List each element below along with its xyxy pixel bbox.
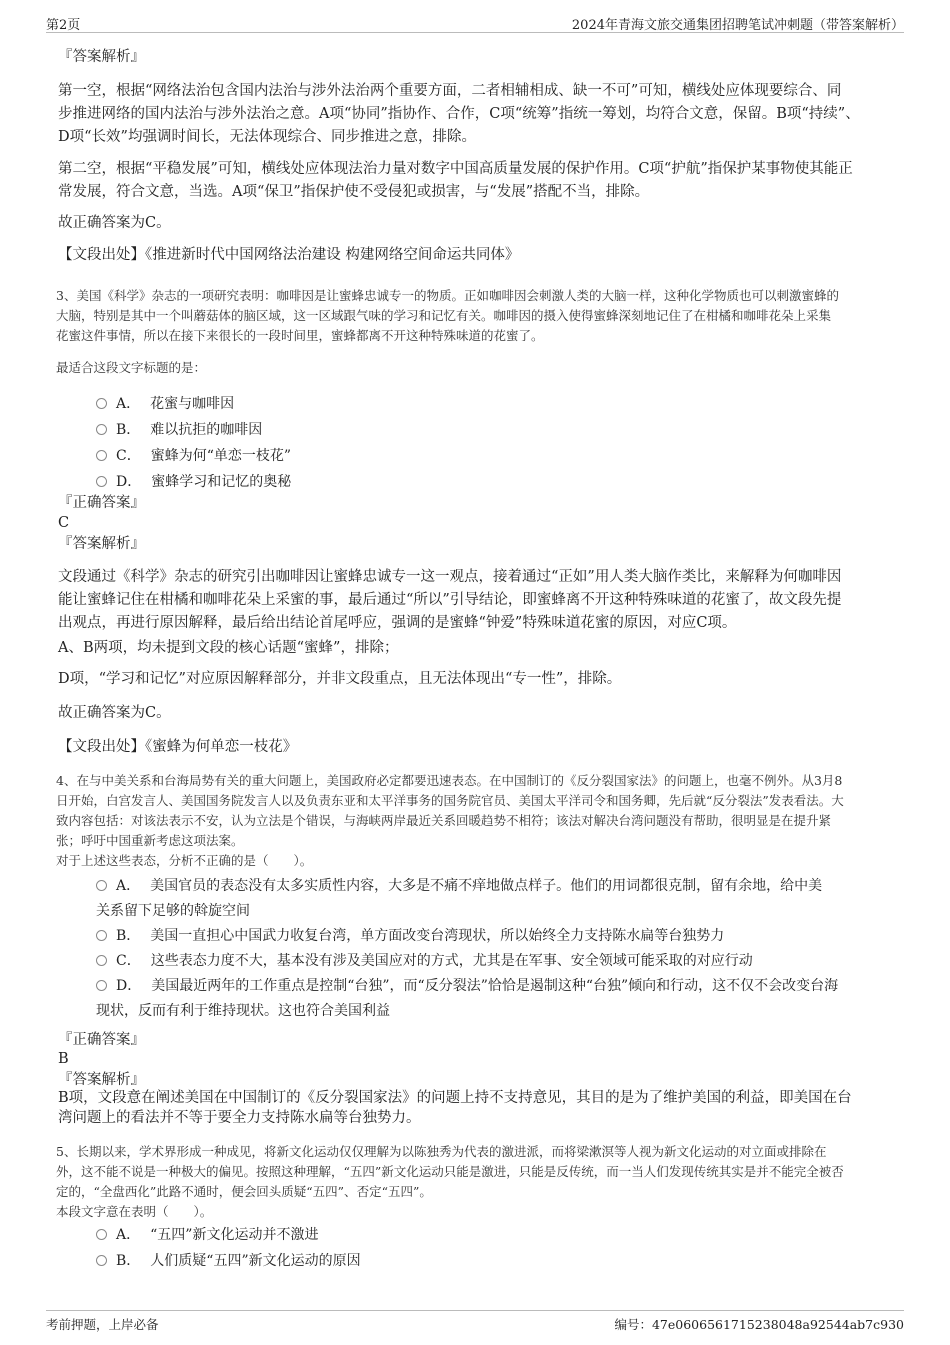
options-list [96,874,896,1024]
radio-icon[interactable] [96,880,107,891]
option-b[interactable]: B． 人们质疑“五四”新文化运动的原因 [96,1249,896,1275]
conclusion: 故正确答案为C。 [58,215,171,231]
page-footer [46,1310,904,1333]
page-number: 第2页 [46,18,81,33]
option-c[interactable]: C． 这些表态力度不大，基本没有涉及美国应对的方式，尤其是在军事、安全领域可能采取的对应行动 [96,949,896,974]
radio-icon[interactable] [96,476,107,487]
radio-icon[interactable] [96,450,107,461]
options-list [96,392,896,496]
question-stem-line: 3、美国《科学》杂志的一项研究表明：咖啡因是让蜜蜂忠诚专一的物质。正如咖啡因会刺激人类的大脑一样，这种化学物质也可以刺激蜜蜂的 [56,288,839,303]
answer-heading: 『正确答案』 [58,1032,145,1048]
radio-icon[interactable] [96,398,107,409]
radio-icon[interactable] [96,424,107,435]
option-d[interactable]: D． 美国最近两年的工作重点是控制“台独”，而“反分裂法”恰恰是遏制这种“台独”倾向和行动，这不仅不会改变台海 [96,974,896,999]
source-note: 【文段出处】《蜜蜂为何单恋一枝花》 [58,739,298,755]
analysis-line: 出观点，再进行原因解释，最后给出结论首尾呼应，强调的是蜜蜂“钟爱”特殊味道花蜜的原因，对应C项。 [58,615,737,631]
analysis-line: D项，“学习和记忆”对应原因解释部分，并非文段重点，且无法体现出“专一性”，排除。 [58,671,622,687]
radio-icon[interactable] [96,980,107,991]
question-stem-line: 4、在与中美关系和台海局势有关的重大问题上，美国政府必定都要迅速表态。在中国制订的《反分裂国家法》的问题上，也毫不例外。从3月8 [56,773,843,788]
analysis-heading: 『答案解析』 [58,536,145,552]
analysis-heading: 『答案解析』 [58,49,145,65]
question-stem-line: 花蜜这件事情，所以在接下来很长的一段时间里，蜜蜂都离不开这种特殊味道的花蜜了。 [56,328,544,343]
correct-answer: C [58,515,70,531]
conclusion: 故正确答案为C。 [58,705,171,721]
question-stem-line: 张；呼吁中国重新考虑这项法案。 [56,833,244,848]
analysis-line: D项“长效”均强调时间长，无法体现综合、同步推进之意，排除。 [58,129,476,145]
footer-slogan: 考前押题，上岸必备 [46,1317,159,1332]
option-d[interactable]: D． 蜜蜂学习和记忆的奥秘 [96,470,896,496]
analysis-line: 常发展，符合文意，当选。A项“保卫”指保护使不受侵犯或损害，与“发展”搭配不当，排除。 [58,184,650,200]
page-header [46,12,904,33]
analysis-line: B项，文段意在阐述美国在中国制订的《反分裂国家法》的问题上持不支持意见，其目的是为了维护美国的利益，即美国在台 [58,1090,852,1106]
question-ask: 对于上述这些表态，分析不正确的是（ ）。 [56,853,313,868]
question-stem-line: 定的，“全盘西化”此路不通时，便会回头质疑“五四”、否定“五四”。 [56,1184,432,1199]
question-stem-line: 5、长期以来，学术界形成一种成见，将新文化运动仅仅理解为以陈独秀为代表的激进派，而将梁漱溟等人视为新文化运动的对立面或排除在 [56,1144,827,1159]
option-b[interactable]: B． 难以抗拒的咖啡因 [96,418,896,444]
question-stem-line: 致内容包括：对该法表示不安，认为立法是个错误，与海峡两岸最近关系回暖趋势不相符；该法对解决台湾问题没有帮助，很明显是在提升紧 [56,813,832,828]
analysis-line: A、B两项，均未提到文段的核心话题“蜜蜂”，排除； [58,640,399,656]
option-d-continued: 现状，反而有利于维持现状。这也符合美国利益 [96,1003,390,1019]
answer-heading: 『正确答案』 [58,495,145,511]
analysis-line: 能让蜜蜂记住在柑橘和咖啡花朵上采蜜的事，最后通过“所以”引导结论，即蜜蜂离不开这种特殊味道的花蜜了，故文段先提 [58,592,842,608]
analysis-line: 湾问题上的看法并不等于要全力支持陈水扁等台独势力。 [58,1110,421,1126]
option-b[interactable]: B． 美国一直担心中国武力收复台湾，单方面改变台湾现状，所以始终全力支持陈水扁等台独势力 [96,924,896,949]
analysis-heading: 『答案解析』 [58,1072,145,1088]
document-id: 编号：47e0606561715238048a92544ab7c930 [614,1317,904,1332]
option-a[interactable]: A． 花蜜与咖啡因 [96,392,896,418]
radio-icon[interactable] [96,1229,107,1240]
radio-icon[interactable] [96,930,107,941]
option-a-continued: 关系留下足够的斡旋空间 [96,903,250,919]
document-title: 2024年青海文旅交通集团招聘笔试冲刺题（带答案解析） [571,18,904,33]
correct-answer: B [58,1051,69,1067]
analysis-line: 文段通过《科学》杂志的研究引出咖啡因让蜜蜂忠诚专一这一观点，接着通过“正如”用人类大脑作类比，来解释为何咖啡因 [58,569,842,585]
analysis-line: 步推进网络的国内法治与涉外法治之意。A项“协同”指协作、合作，C项“统筹”指统一筹划，均符合文意，保留。B项“持续”、 [58,106,860,122]
source-note: 【文段出处】《推进新时代中国网络法治建设 构建网络空间命运共同体》 [58,247,520,263]
question-ask: 最适合这段文字标题的是： [56,360,207,375]
analysis-line: 第一空，根据“网络法治包含国内法治与涉外法治两个重要方面，二者相辅相成、缺一不可”可知，横线处应体现要综合、同 [58,83,842,99]
radio-icon[interactable] [96,1255,107,1266]
question-stem-line: 日开始，白宫发言人、美国国务院发言人以及负责东亚和太平洋事务的国务院官员、美国太平洋司令和国务卿，先后就“反分裂法”发表看法。大 [56,793,844,808]
options-list [96,1223,896,1275]
radio-icon[interactable] [96,955,107,966]
option-a[interactable]: A． “五四”新文化运动并不激进 [96,1223,896,1249]
option-c[interactable]: C． 蜜蜂为何“单恋一枝花” [96,444,896,470]
question-stem-line: 大脑，特别是其中一个叫蘑菇体的脑区域，这一区域跟气味的学习和记忆有关。咖啡因的摄入使得蜜蜂深刻地记住了在柑橘和咖啡花朵上采集 [56,308,832,323]
question-stem-line: 外，这不能不说是一种极大的偏见。按照这种理解，“五四”新文化运动只能是激进，只能是反传统，而一当人们发现传统其实是并不能完全被否 [56,1164,844,1179]
analysis-line: 第二空，根据“平稳发展”可知，横线处应体现法治力量对数字中国高质量发展的保护作用。C项“护航”指保护某事物使其能正 [58,161,853,177]
option-a[interactable]: A． 美国官员的表态没有太多实质性内容，大多是不痛不痒地做点样子。他们的用词都很克制，留有余地，给中美 [96,874,896,899]
question-ask: 本段文字意在表明（ ）。 [56,1204,213,1219]
